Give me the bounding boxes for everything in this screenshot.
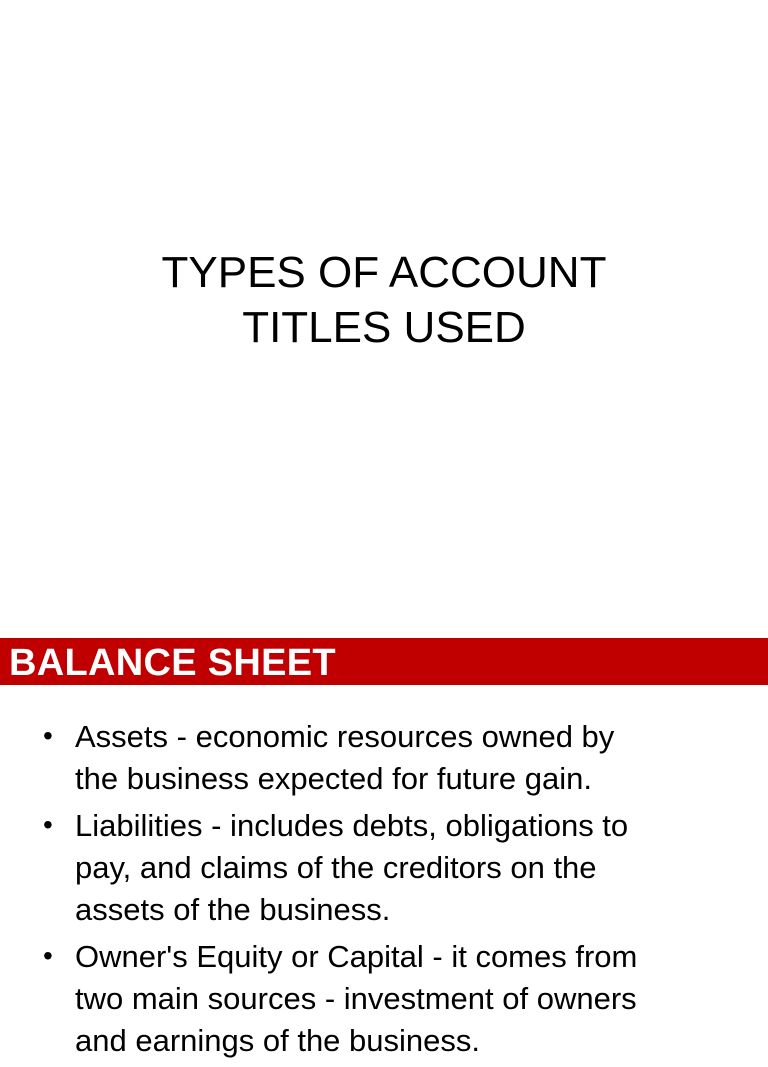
list-item-liabilities: [0, 805, 768, 931]
bullet-text-line: Owner's Equity or Capital - it comes from: [75, 939, 638, 974]
list-item-owners-equity: [0, 936, 768, 1062]
bullet-icon: •: [43, 940, 53, 971]
bullet-text-line: and earnings of the business.: [75, 1023, 480, 1058]
slide-title-line-1: TYPES OF ACCOUNT: [161, 248, 607, 297]
bullet-text-line: Liabilities - includes debts, obligations to: [75, 808, 629, 843]
section-banner: [0, 638, 768, 685]
slide-title-line-2: TITLES USED: [242, 303, 526, 352]
bullet-icon: •: [43, 720, 53, 751]
bullet-text-line: pay, and claims of the creditors on the: [75, 850, 597, 885]
section-heading: BALANCE SHEET: [9, 642, 336, 684]
bullet-list: [0, 716, 768, 1067]
list-item-assets: [0, 716, 768, 800]
bullet-text-line: two main sources - investment of owners: [75, 981, 637, 1016]
bullet-icon: •: [43, 809, 53, 840]
bullet-text-line: the business expected for future gain.: [75, 761, 592, 796]
slide-title: [0, 245, 768, 355]
bullet-text-line: Assets - economic resources owned by: [75, 719, 615, 754]
bullet-text-line: assets of the business.: [75, 892, 391, 927]
